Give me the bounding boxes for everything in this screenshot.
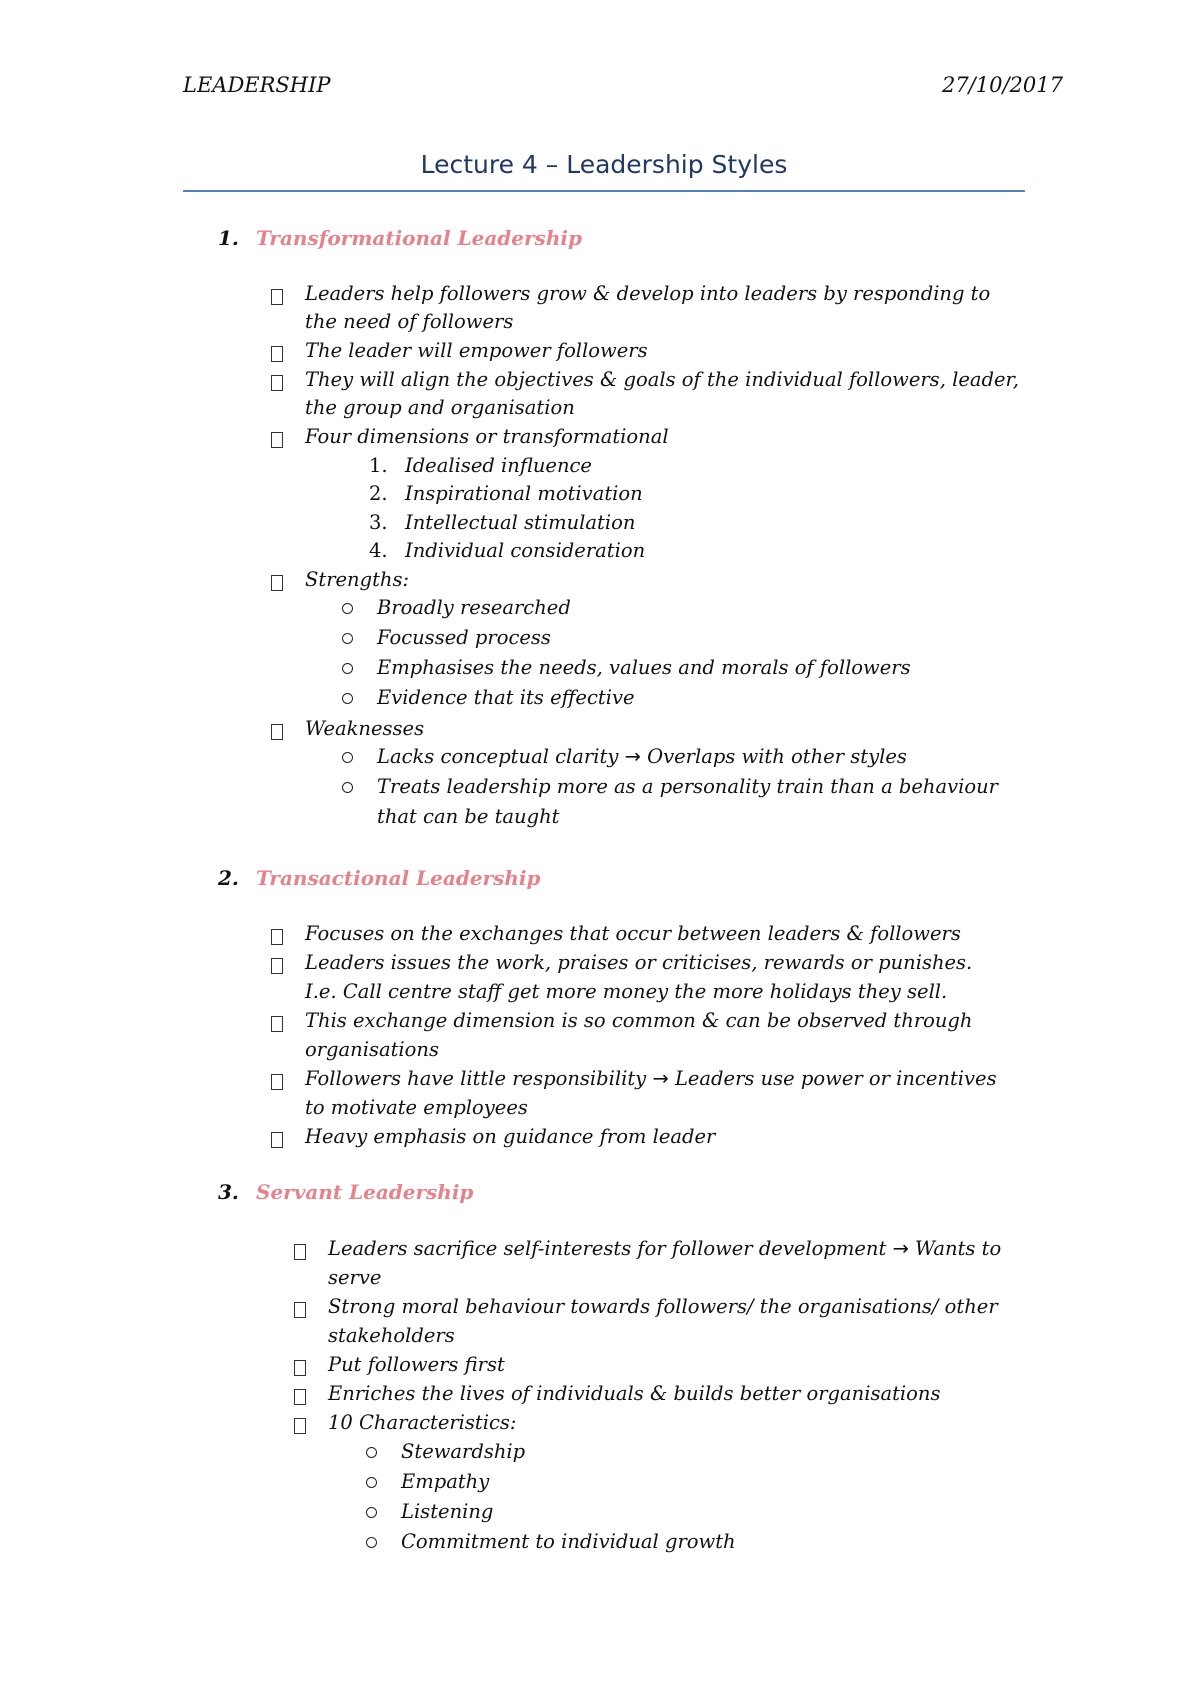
- text-before-arrow: Leaders sacrifice self-interests for follower development: [328, 1237, 887, 1260]
- list-item: Intellectual stimulation: [405, 511, 636, 534]
- bullet-line: Leaders issues the work, praises or criticises, rewards or punishes.: [305, 951, 973, 974]
- checkbox-icon: [271, 575, 283, 591]
- bullet-line: Strong moral behaviour towards followers/ the organisations/ other: [328, 1295, 998, 1318]
- list-item: Individual consideration: [405, 539, 646, 562]
- sub-bullet-line: that can be taught: [377, 805, 560, 828]
- header-date: 27/10/2017: [941, 73, 1063, 97]
- sub-bullet-line: Broadly researched: [377, 596, 571, 619]
- list-item: Idealised influence: [405, 454, 592, 477]
- checkbox-icon: [271, 346, 283, 362]
- right-arrow-icon: →: [652, 1067, 669, 1090]
- checkbox-icon: [271, 958, 283, 974]
- section-title: Servant Leadership: [256, 1180, 474, 1204]
- checkbox-icon: [271, 1074, 283, 1090]
- bullet-line: [305, 1065, 997, 1093]
- bullet-line: Strengths:: [305, 568, 410, 591]
- text-before-arrow: Followers have little responsibility: [305, 1067, 647, 1090]
- bullet-line: This exchange dimension is so common & can be observed through: [305, 1009, 973, 1032]
- bullet-line: stakeholders: [328, 1324, 455, 1347]
- right-arrow-icon: →: [892, 1237, 909, 1260]
- section-heading-3: [218, 1180, 473, 1204]
- text-after-arrow: Wants to: [915, 1237, 1002, 1260]
- circle-bullet-icon: [342, 752, 353, 763]
- section-title: Transformational Leadership: [256, 226, 582, 250]
- list-item: Inspirational motivation: [405, 482, 643, 505]
- checkbox-icon: [294, 1389, 306, 1405]
- sub-bullet-line: [377, 743, 907, 771]
- list-number: 2.: [369, 482, 388, 505]
- circle-bullet-icon: [342, 663, 353, 674]
- bullet-line: Leaders help followers grow & develop into leaders by responding to: [305, 282, 991, 305]
- bullet-line: to motivate employees: [305, 1096, 528, 1119]
- circle-bullet-icon: [366, 1477, 377, 1488]
- checkbox-icon: [271, 432, 283, 448]
- checkbox-icon: [294, 1244, 306, 1260]
- checkbox-icon: [271, 929, 283, 945]
- right-arrow-icon: →: [624, 745, 641, 768]
- sub-bullet-line: Listening: [401, 1500, 494, 1523]
- bullet-line: They will align the objectives & goals of the individual followers, leader,: [305, 368, 1019, 391]
- sub-bullet-line: Treats leadership more as a personality train than a behaviour: [377, 775, 998, 798]
- bullet-line: serve: [328, 1266, 382, 1289]
- bullet-line: the group and organisation: [305, 396, 575, 419]
- page-title: Lecture 4 – Leadership Styles: [420, 150, 788, 179]
- text-before-arrow: Lacks conceptual clarity: [377, 745, 619, 768]
- list-number: 3.: [369, 511, 388, 534]
- header-course: LEADERSHIP: [183, 73, 331, 97]
- bullet-line: 10 Characteristics:: [328, 1411, 517, 1434]
- bullet-line: the need of followers: [305, 310, 514, 333]
- circle-bullet-icon: [342, 603, 353, 614]
- checkbox-icon: [294, 1360, 306, 1376]
- bullet-line: Weaknesses: [305, 717, 425, 740]
- checkbox-icon: [271, 1016, 283, 1032]
- checkbox-icon: [271, 375, 283, 391]
- checkbox-icon: [271, 724, 283, 740]
- bullet-line: Focuses on the exchanges that occur between leaders & followers: [305, 922, 961, 945]
- sub-bullet-line: Stewardship: [401, 1440, 526, 1463]
- section-heading-1: [218, 226, 582, 250]
- bullet-line: Heavy emphasis on guidance from leader: [305, 1125, 716, 1148]
- bullet-line: I.e. Call centre staff get more money the more holidays they sell.: [305, 980, 948, 1003]
- sub-bullet-line: Focussed process: [377, 626, 551, 649]
- circle-bullet-icon: [342, 782, 353, 793]
- circle-bullet-icon: [366, 1537, 377, 1548]
- section-number: 1.: [218, 226, 239, 250]
- circle-bullet-icon: [342, 693, 353, 704]
- title-underline: [183, 190, 1025, 192]
- section-number: 2.: [218, 866, 239, 890]
- sub-bullet-line: Evidence that its effective: [377, 686, 635, 709]
- checkbox-icon: [294, 1418, 306, 1434]
- checkbox-icon: [271, 1132, 283, 1148]
- circle-bullet-icon: [366, 1507, 377, 1518]
- list-number: 1.: [369, 454, 388, 477]
- bullet-line: The leader will empower followers: [305, 339, 648, 362]
- sub-bullet-line: Emphasises the needs, values and morals of followers: [377, 656, 911, 679]
- sub-bullet-line: Empathy: [401, 1470, 490, 1493]
- section-number: 3.: [218, 1180, 239, 1204]
- checkbox-icon: [271, 289, 283, 305]
- circle-bullet-icon: [342, 633, 353, 644]
- bullet-line: Enriches the lives of individuals & builds better organisations: [328, 1382, 941, 1405]
- text-after-arrow: Leaders use power or incentives: [674, 1067, 997, 1090]
- checkbox-icon: [294, 1302, 306, 1318]
- list-number: 4.: [369, 539, 388, 562]
- bullet-line: [328, 1235, 1001, 1263]
- section-heading-2: [218, 866, 540, 890]
- text-after-arrow: Overlaps with other styles: [647, 745, 907, 768]
- bullet-line: Put followers first: [328, 1353, 505, 1376]
- sub-bullet-line: Commitment to individual growth: [401, 1530, 736, 1553]
- circle-bullet-icon: [366, 1447, 377, 1458]
- bullet-line: Four dimensions or transformational: [305, 425, 669, 448]
- section-title: Transactional Leadership: [256, 866, 541, 890]
- bullet-line: organisations: [305, 1038, 439, 1061]
